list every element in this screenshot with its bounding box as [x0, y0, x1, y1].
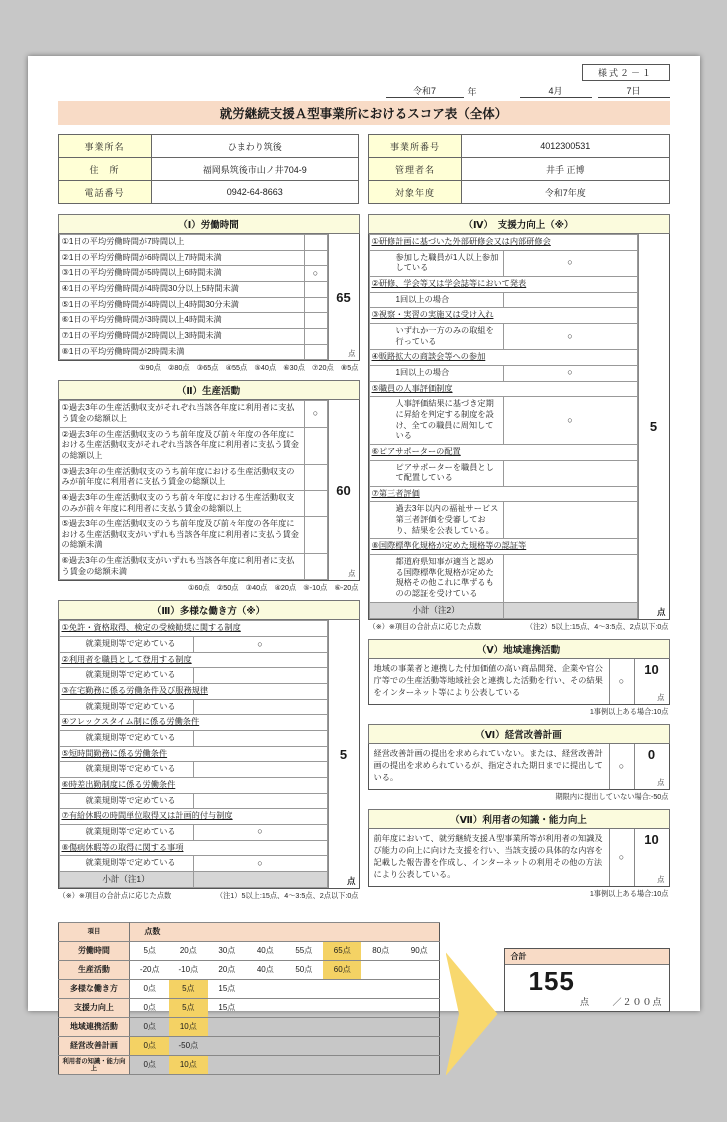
circle-mark-cell [193, 793, 327, 809]
summary-row [58, 1055, 439, 1074]
info-value: ひまわり筑後 [151, 135, 359, 158]
criterion-label: ①1日の平均労働時間が7時間以上 [59, 235, 304, 251]
summary-score-cell: 55点 [285, 941, 323, 960]
summary-score-cell: -10点 [169, 960, 208, 979]
section-6-note: 期限内に提出していない場合:-50点 [555, 791, 669, 801]
criterion-sub-label: 都道府県知事が適当と認める国際標準化規格が定めた規格その他これに準ずるものの認証を受けている [369, 555, 503, 603]
criterion-sub-label: 過去3年以内の福祉サービス第三者評価を受審しており、結果を公表している。 [369, 502, 503, 539]
summary-score-cell [323, 1017, 361, 1036]
section-6-text: 経営改善計画の提出を求められていない。または、経営改善計画の提出を求められているが、指定された期日までに提出している。 [373, 748, 603, 783]
score-sheet-page [28, 56, 700, 1072]
summary-score-cell: 0点 [130, 1055, 169, 1074]
criterion-label: ⑥過去3年の生産活動収支がいずれも当該各年度に利用者に支払う賃金の総額未満 [59, 554, 304, 580]
criterion-sub-label: 参加した職員が1人以上参加している [369, 250, 503, 276]
total-body [505, 965, 669, 1011]
circle-mark-cell: ○ [503, 323, 637, 349]
criterion-sub-row [369, 502, 637, 539]
summary-col-score: 点数 [130, 922, 439, 941]
circle-mark-cell: ○ [193, 637, 327, 653]
criterion-heading-row [59, 684, 327, 700]
criterion-sub-row [369, 365, 637, 381]
criterion-row [59, 427, 327, 464]
criterion-heading: ⑦第三者評価 [369, 486, 637, 502]
criterion-label: ⑧1日の平均労働時間が2時間未満 [59, 344, 304, 360]
subtotal-mark-cell [503, 602, 637, 618]
criterion-label: ⑤過去3年の生産活動収支のうち前年度及び前々年度の各年度における生産活動収支がいずれも当該各年度に利用者に支払う賃金の総額未満 [59, 517, 304, 554]
summary-score-cell [323, 1036, 361, 1055]
date-line [58, 84, 670, 98]
criterion-sub-label: 就業規則等で定めている [59, 668, 193, 684]
summary-score-cell: 15点 [208, 979, 246, 998]
criterion-row [59, 517, 327, 554]
criterion-heading-row [59, 840, 327, 856]
summary-score-cell [361, 960, 399, 979]
criterion-heading-row [369, 350, 637, 366]
criterion-sub-row [59, 856, 327, 872]
office-info-left-table [58, 134, 360, 204]
criterion-label: ②過去3年の生産活動収支のうち前年度及び前々年度の各年度における生産活動収支がそれぞれ当該各年度に利用者に支払う賃金の総額以上 [59, 427, 304, 464]
total-score-box [504, 948, 670, 1012]
section-5-note: 1事例以上ある場合:10点 [589, 706, 669, 716]
criterion-sub-label: 人事評価結果に基づき定期に昇給を判定する制度を設け、全ての職員に周知している [369, 397, 503, 445]
summary-score-cell [323, 979, 361, 998]
criterion-label: ⑥1日の平均労働時間が3時間以上4時間未満 [59, 313, 304, 329]
circle-mark-cell [304, 297, 327, 313]
circle-mark-cell [503, 555, 637, 603]
circle-mark-cell: ○ [193, 856, 327, 872]
circle-mark-cell [503, 292, 637, 308]
criterion-sub-row [59, 668, 327, 684]
criterion-heading-row [369, 235, 637, 251]
section-4-table [369, 234, 638, 619]
summary-row [58, 960, 439, 979]
summary-score-cell: 65点 [323, 941, 361, 960]
circle-mark-cell: ○ [609, 659, 634, 704]
criterion-heading: ④フレックスタイム制に係る労働条件 [59, 715, 327, 731]
criterion-sub-row [369, 250, 637, 276]
section-7-user-knowledge-skill [368, 809, 670, 899]
summary-score-cell: 80点 [361, 941, 399, 960]
criterion-heading: ⑥時差出勤制度に係る労働条件 [59, 778, 327, 794]
circle-mark-cell: ○ [304, 401, 327, 427]
summary-score-cell [285, 979, 323, 998]
criterion-row [59, 250, 327, 266]
summary-score-cell: 60点 [323, 960, 361, 979]
section-3-score: 5 [339, 746, 348, 762]
summary-score-cell [285, 998, 323, 1017]
criterion-sub-label: 就業規則等で定めている [59, 699, 193, 715]
summary-score-cell [285, 1017, 323, 1036]
section-1-score: 65 [336, 289, 351, 305]
summary-score-cell [323, 998, 361, 1017]
info-row [58, 181, 359, 204]
criterion-row [59, 313, 327, 329]
criterion-heading: ⑧国際標準化規格が定めた規格等の認証等 [369, 539, 637, 555]
right-column [368, 214, 670, 906]
criterion-row [59, 344, 327, 360]
circle-mark-cell: ○ [503, 365, 637, 381]
criterion-heading: ②研修、学会等又は学会誌等において発表 [369, 276, 637, 292]
info-row [58, 135, 359, 158]
circle-mark-cell [193, 668, 327, 684]
summary-score-cell [400, 998, 439, 1017]
criterion-label: ③1日の平均労働時間が5時間以上6時間未満 [59, 266, 304, 282]
score-unit: 点 [657, 692, 665, 702]
summary-score-cell [246, 998, 284, 1017]
section-6-score: 0 [647, 746, 656, 762]
section-1-score-cell [328, 234, 359, 360]
summary-score-cell [400, 1055, 439, 1074]
subtotal-row [369, 602, 637, 618]
info-label: 対象年度 [369, 181, 462, 204]
summary-score-cell: 5点 [169, 979, 208, 998]
section-1-working-hours [58, 214, 360, 373]
circle-mark-cell: ○ [503, 397, 637, 445]
note-left: （※）※項目の合計点に応じた点数 [58, 890, 172, 900]
criterion-sub-row [59, 824, 327, 840]
document-title: 就労継続支援Ａ型事業所におけるスコア表（全体） [58, 101, 670, 125]
date-month: 4月 [520, 84, 592, 98]
section-7-score-cell [634, 829, 669, 886]
summary-score-cell: 5点 [169, 998, 208, 1017]
criterion-heading-row [59, 715, 327, 731]
criterion-heading-row [369, 381, 637, 397]
summary-score-cell: 40点 [246, 941, 284, 960]
criterion-heading-row [369, 308, 637, 324]
summary-row [58, 1036, 439, 1055]
circle-mark-cell [193, 731, 327, 747]
criterion-sub-row [59, 731, 327, 747]
criterion-heading-row [369, 539, 637, 555]
summary-score-cell [361, 1036, 399, 1055]
circle-mark-cell [193, 699, 327, 715]
criterion-row [59, 554, 327, 580]
criterion-heading-row [369, 276, 637, 292]
criterion-heading: ④販路拡大の商談会等への参加 [369, 350, 637, 366]
section-4-score-cell [638, 234, 669, 619]
info-label: 電話番号 [58, 181, 151, 204]
criterion-sub-label: 就業規則等で定めている [59, 824, 193, 840]
criterion-heading-row [59, 746, 327, 762]
summary-score-cell [400, 960, 439, 979]
summary-score-cell [361, 1055, 399, 1074]
section-2-note: ①60点 ②50点 ③40点 ④20点 ⑤-10点 ⑥-20点 [188, 583, 359, 593]
criterion-heading: ⑤短時間勤務に係る労働条件 [59, 746, 327, 762]
summary-score-cell: 0点 [130, 1036, 169, 1055]
criterion-sub-label: 就業規則等で定めている [59, 762, 193, 778]
section-1-table [59, 234, 328, 360]
criterion-sub-label: 就業規則等で定めている [59, 856, 193, 872]
summary-header-row [58, 922, 439, 941]
circle-mark-cell: ○ [193, 824, 327, 840]
circle-mark-cell: ○ [304, 266, 327, 282]
summary-row-label: 労働時間 [58, 941, 130, 960]
score-unit: 点 [657, 777, 665, 787]
section-2-title: （Ⅱ）生産活動 [58, 380, 360, 400]
total-label: 合計 [505, 949, 669, 965]
summary-row-label: 多様な働き方 [58, 979, 130, 998]
criterion-sub-label: 就業規則等で定めている [59, 637, 193, 653]
circle-mark-cell [304, 313, 327, 329]
circle-mark-cell [304, 281, 327, 297]
subtotal-label: 小計（注2） [369, 602, 503, 618]
score-unit: 点 [657, 874, 665, 884]
score-summary-table [58, 922, 440, 1075]
criterion-heading-row [59, 809, 327, 825]
summary-score-cell: 10点 [169, 1055, 208, 1074]
criterion-heading: ③視察・実習の実施又は受け入れ [369, 308, 637, 324]
date-year-label: 年 [467, 87, 477, 97]
summary-score-cell: 40点 [246, 960, 284, 979]
section-5-score: 10 [644, 661, 659, 677]
criterion-sub-label: 就業規則等で定めている [59, 731, 193, 747]
date-day: 7日 [598, 84, 670, 98]
info-value: 令和7年度 [462, 181, 670, 204]
criterion-label: ④過去3年の生産活動収支のうち前々年度における生産活動収支のみが前々年度に利用者に支払う賃金の総額以上 [59, 490, 304, 516]
summary-score-cell [361, 1017, 399, 1036]
criterion-heading: ⑦有給休暇の時間単位取得又は計画的付与制度 [59, 809, 327, 825]
summary-score-cell: 50点 [285, 960, 323, 979]
info-row [369, 135, 670, 158]
section-2-score: 60 [336, 482, 351, 498]
summary-score-cell [285, 1055, 323, 1074]
criterion-label: ③過去3年の生産活動収支のうち前年度における生産活動収支のみが前年度に利用者に支払う賃金の総額以上 [59, 464, 304, 490]
summary-score-cell [361, 979, 399, 998]
summary-score-cell [400, 1017, 439, 1036]
criterion-heading-row [369, 444, 637, 460]
summary-row-label: 生産活動 [58, 960, 130, 979]
summary-row-label: 経営改善計画 [58, 1036, 130, 1055]
circle-mark-cell [304, 490, 327, 516]
summary-col-item: 項目 [58, 922, 130, 941]
criterion-row [59, 490, 327, 516]
info-row [58, 158, 359, 181]
section-6-management-improvement-plan [368, 724, 670, 802]
criterion-heading-row [59, 778, 327, 794]
summary-score-cell: 0点 [130, 1017, 169, 1036]
section-7-score: 10 [644, 831, 659, 847]
info-label: 事業所番号 [369, 135, 462, 158]
summary-area [58, 922, 670, 1122]
summary-score-cell: 20点 [169, 941, 208, 960]
summary-score-cell [208, 1017, 246, 1036]
summary-score-cell: -50点 [169, 1036, 208, 1055]
summary-row-label: 利用者の知識・能力向上 [58, 1055, 130, 1074]
criterion-sub-row [369, 292, 637, 308]
circle-mark-cell [304, 464, 327, 490]
info-row [369, 158, 670, 181]
circle-mark-cell [193, 762, 327, 778]
criterion-heading: ①免許・資格取得、検定の受検勧奨に関する制度 [59, 621, 327, 637]
info-value: 0942-64-8663 [151, 181, 359, 204]
summary-score-cell: 0点 [130, 998, 169, 1017]
right-arrow-icon [446, 952, 498, 1076]
circle-mark-cell: ○ [609, 744, 634, 789]
section-7-text: 前年度において、就労継続支援Ａ型事業所等が利用者の知識及び能力の向上に向けた支援を行い、当該支援の具体的な内容を記載した報告書を作成し、インターネットの利用その他の方法により公表している。 [373, 833, 603, 880]
circle-mark-cell [304, 427, 327, 464]
summary-score-cell [208, 1036, 246, 1055]
criterion-row [59, 235, 327, 251]
circle-mark-cell [503, 460, 637, 486]
criterion-heading: ⑥ピアサポーターの配置 [369, 444, 637, 460]
criterion-label: ⑦1日の平均労働時間が2時間以上3時間未満 [59, 328, 304, 344]
section-5-score-cell [634, 659, 669, 704]
summary-score-cell: 10点 [169, 1017, 208, 1036]
section-1-note: ①90点 ②80点 ③65点 ④55点 ⑤40点 ⑥30点 ⑦20点 ⑧5点 [139, 363, 359, 373]
summary-row [58, 941, 439, 960]
section-1-title: （Ⅰ）労働時間 [58, 214, 360, 234]
criterion-sub-row [59, 762, 327, 778]
criterion-sub-row [369, 397, 637, 445]
criterion-label: ④1日の平均労働時間が4時間30分以上5時間未満 [59, 281, 304, 297]
score-unit: 点 [346, 875, 356, 886]
circle-mark-cell [304, 250, 327, 266]
summary-score-cell [400, 1036, 439, 1055]
criterion-label: ②1日の平均労働時間が6時間以上7時間未満 [59, 250, 304, 266]
score-unit: 点 [348, 349, 356, 359]
section-5-text: 地域の事業者と連携した付加価値の高い商品開発、企業や官公庁等での生産活動等地域社会と連携した活動を行い、その結果をインターネット等により公表している [373, 663, 603, 698]
criterion-sub-label: 1回以上の場合 [369, 292, 503, 308]
criterion-sub-row [369, 323, 637, 349]
subtotal-row [59, 871, 327, 887]
summary-row [58, 1017, 439, 1036]
summary-score-cell: 90点 [400, 941, 439, 960]
circle-mark-cell: ○ [609, 829, 634, 886]
criterion-heading-row [369, 486, 637, 502]
criterion-sub-label: いずれか一方のみの取組を行っている [369, 323, 503, 349]
score-unit: 点 [348, 569, 356, 579]
summary-score-cell [246, 1055, 284, 1074]
section-6-score-cell [634, 744, 669, 789]
section-4-score: 5 [649, 418, 658, 434]
section-2-table [59, 400, 328, 580]
criterion-heading: ②利用者を職員として登用する制度 [59, 652, 327, 668]
circle-mark-cell [304, 344, 327, 360]
total-score-unit: 点 [579, 996, 589, 1007]
criterion-sub-label: 就業規則等で定めている [59, 793, 193, 809]
circle-mark-cell [304, 235, 327, 251]
criterion-heading: ①研修計画に基づいた外部研修会又は内部研修会 [369, 235, 637, 251]
section-3-score-cell [328, 620, 359, 888]
circle-mark-cell [503, 502, 637, 539]
info-value: 4012300531 [462, 135, 670, 158]
criterion-sub-row [369, 460, 637, 486]
section-6-title: （Ⅵ）経営改善計画 [368, 724, 670, 744]
total-score-value: 155 [528, 965, 575, 996]
subtotal-mark-cell [193, 871, 327, 887]
score-unit: 点 [656, 606, 666, 617]
circle-mark-cell [304, 554, 327, 580]
section-5-title: （Ⅴ）地域連携活動 [368, 639, 670, 659]
info-row [369, 181, 670, 204]
section-7-title: （Ⅶ）利用者の知識・能力向上 [368, 809, 670, 829]
criterion-heading: ⑤職員の人事評価制度 [369, 381, 637, 397]
total-score-denominator: ／２００点 [612, 996, 663, 1007]
summary-score-cell [285, 1036, 323, 1055]
summary-score-cell [323, 1055, 361, 1074]
circle-mark-cell [304, 328, 327, 344]
subtotal-label: 小計（注1） [59, 871, 193, 887]
office-info [58, 134, 670, 204]
summary-row-label: 地域連携活動 [58, 1017, 130, 1036]
criterion-row [59, 464, 327, 490]
summary-score-cell: 5点 [130, 941, 169, 960]
section-3-table [59, 620, 328, 888]
sections-columns [58, 214, 670, 908]
criterion-sub-label: 1回以上の場合 [369, 365, 503, 381]
criterion-label: ⑤1日の平均労働時間が4時間以上4時間30分未満 [59, 297, 304, 313]
section-2-score-cell [328, 400, 359, 580]
criterion-row [59, 281, 327, 297]
office-info-right-table [368, 134, 670, 204]
criterion-heading-row [59, 621, 327, 637]
section-3-diverse-workstyles [58, 600, 360, 901]
info-value: 井手 正博 [462, 158, 670, 181]
summary-score-cell: -20点 [130, 960, 169, 979]
left-column [58, 214, 360, 908]
summary-score-cell: 0点 [130, 979, 169, 998]
summary-score-cell [361, 998, 399, 1017]
summary-row [58, 979, 439, 998]
criterion-row [59, 401, 327, 427]
section-4-title: （Ⅳ） 支援力向上（※） [368, 214, 670, 234]
criterion-sub-row [59, 699, 327, 715]
circle-mark-cell: ○ [503, 250, 637, 276]
note-right: （注1）5以上:15点、4～3:5点、2点以下:0点 [215, 890, 359, 900]
section-3-title: （Ⅲ）多様な働き方（※） [58, 600, 360, 620]
summary-score-cell: 20点 [208, 960, 246, 979]
summary-score-cell [246, 1017, 284, 1036]
section-4-support-improvement [368, 214, 670, 632]
criterion-sub-label: ピアサポーターを職員として配置している [369, 460, 503, 486]
info-label: 管理者名 [369, 158, 462, 181]
criterion-row [59, 297, 327, 313]
info-value: 福岡県筑後市山ノ井704-9 [151, 158, 359, 181]
summary-row [58, 998, 439, 1017]
criterion-row [59, 266, 327, 282]
info-label: 住 所 [58, 158, 151, 181]
criterion-sub-row [369, 555, 637, 603]
summary-score-cell: 30点 [208, 941, 246, 960]
section-5-community-activity [368, 639, 670, 717]
criterion-heading-row [59, 652, 327, 668]
criterion-row [59, 328, 327, 344]
criterion-sub-row [59, 793, 327, 809]
info-label: 事業所名 [58, 135, 151, 158]
criterion-heading: ⑧傷病休暇等の取得に関する事項 [59, 840, 327, 856]
circle-mark-cell [304, 517, 327, 554]
summary-row-label: 支援力向上 [58, 998, 130, 1017]
section-2-production-activity [58, 380, 360, 593]
section-7-note: 1事例以上ある場合:10点 [589, 888, 669, 898]
summary-score-cell: 15点 [208, 998, 246, 1017]
section-4-note [368, 620, 670, 632]
summary-score-cell [246, 1036, 284, 1055]
criterion-heading: ③在宅勤務に係る労働条件及び服務規律 [59, 684, 327, 700]
summary-score-cell [400, 979, 439, 998]
note-right: （注2）5以上:15点、4～3:5点、2点以下:0点 [525, 621, 669, 631]
section-3-note [58, 889, 360, 901]
criterion-label: ①過去3年の生産活動収支がそれぞれ当該各年度に利用者に支払う賃金の総額以上 [59, 401, 304, 427]
summary-score-cell [208, 1055, 246, 1074]
note-left: （※）※項目の合計点に応じた点数 [368, 621, 482, 631]
form-code-box: 様式２－１ [582, 64, 670, 81]
summary-score-cell [246, 979, 284, 998]
date-era: 令和7 [386, 84, 464, 98]
criterion-sub-row [59, 637, 327, 653]
